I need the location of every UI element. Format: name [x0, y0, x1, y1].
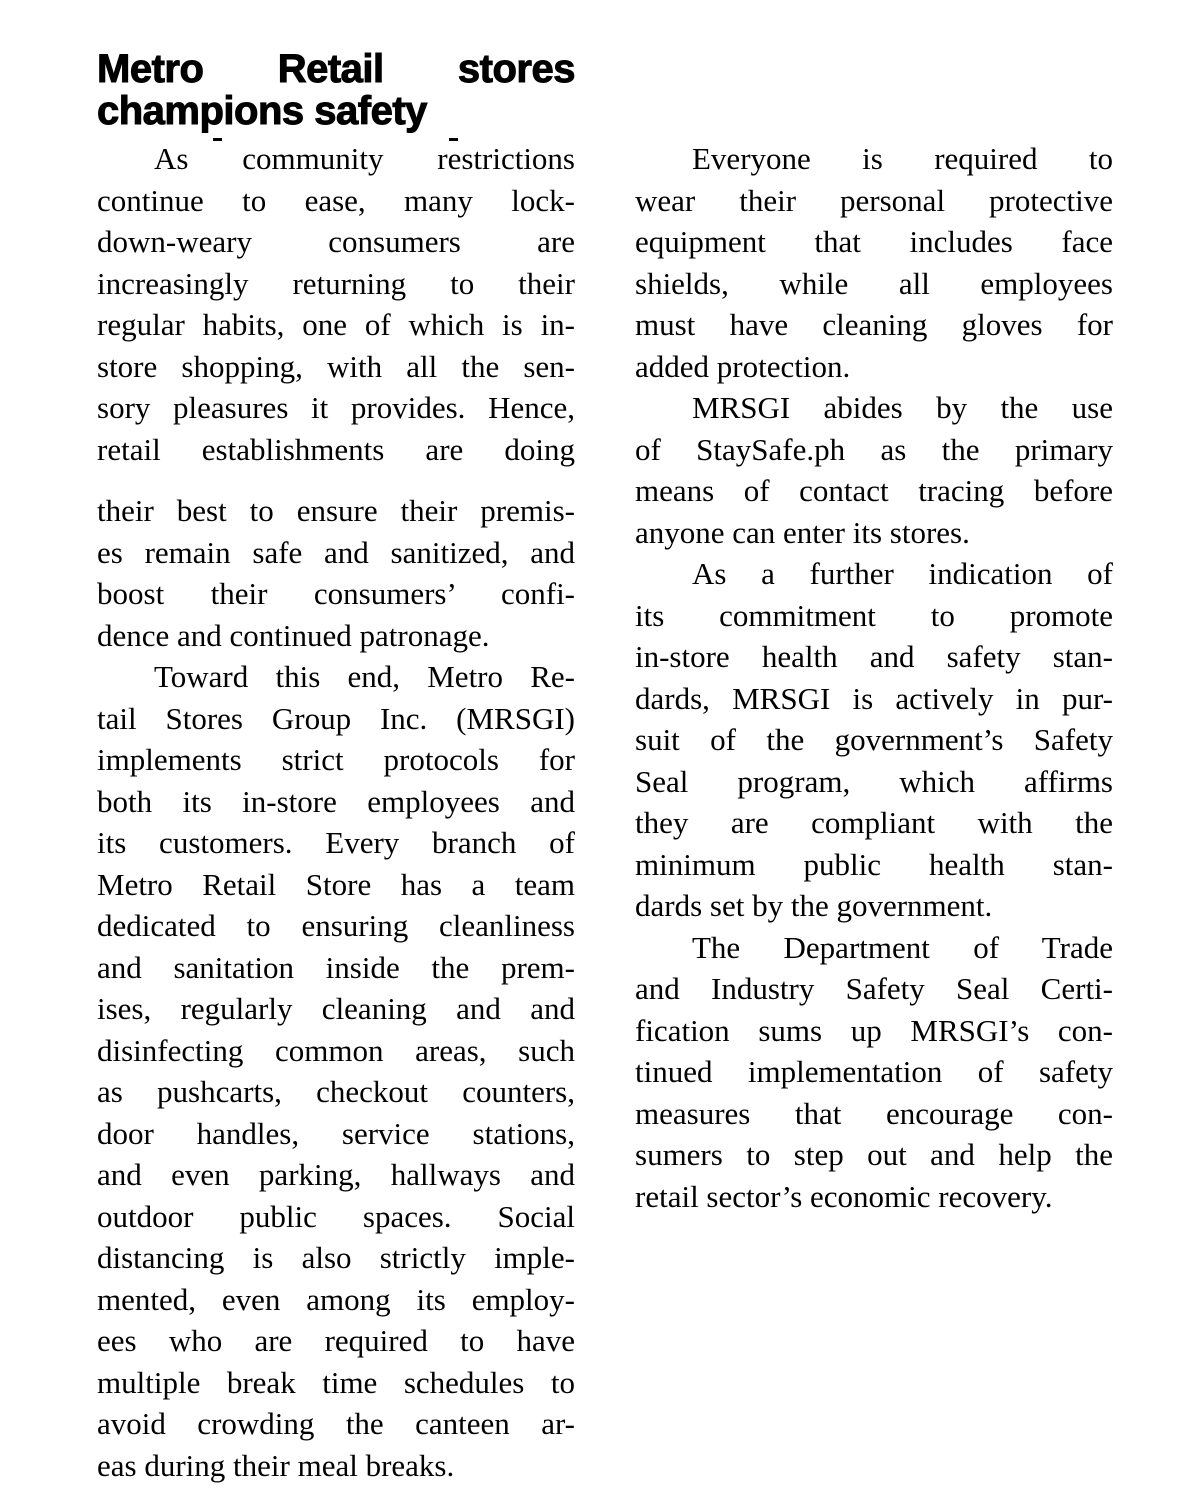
- text-line: implements strict protocols for: [97, 742, 575, 777]
- text-column-right: [635, 138, 1113, 1217]
- text-line: retail sector’s economic recovery.: [635, 1178, 1053, 1214]
- text-line: boost their consumers’ confi-: [97, 576, 575, 611]
- text-line: both its in-store employees and: [97, 783, 575, 819]
- text-line: anyone can enter its stores.: [635, 514, 970, 550]
- text-line: regular habits, one of which is in-: [97, 307, 575, 342]
- text-line: door handles, service stations,: [97, 1115, 575, 1151]
- text-line: As a further indication of: [692, 556, 1113, 591]
- text-line: must have cleaning gloves for: [635, 307, 1113, 342]
- paragraph: [635, 553, 1113, 927]
- paragraph: [97, 490, 575, 656]
- text-line: dence and continued patronage.: [97, 617, 490, 653]
- text-line: and Industry Safety Seal Certi-: [635, 971, 1113, 1006]
- text-line: sumers to step out and help the: [635, 1137, 1113, 1172]
- text-line: es remain safe and sanitized, and: [97, 534, 575, 570]
- paragraph: [635, 927, 1113, 1218]
- text-line: their best to ensure their premis-: [97, 493, 575, 528]
- text-line: avoid crowding the canteen ar-: [97, 1406, 575, 1441]
- text-line: distancing is also strictly imple-: [97, 1240, 575, 1275]
- text-line: equipment that includes face: [635, 224, 1113, 259]
- text-line: outdoor public spaces. Social: [97, 1198, 575, 1234]
- article-title-line-2: champions safety: [97, 89, 427, 133]
- text-line: As community restrictions: [154, 141, 575, 176]
- text-line: shields, while all employees: [635, 265, 1113, 301]
- text-line: The Department of Trade: [692, 929, 1113, 965]
- text-line: dedicated to ensuring cleanliness: [97, 908, 575, 943]
- text-line: wear their personal protective: [635, 182, 1113, 218]
- text-line: of StaySafe.ph as the primary: [635, 431, 1113, 467]
- text-line: sory pleasures it provides. Hence,: [97, 390, 575, 425]
- text-line: down-weary consumers are: [97, 224, 575, 259]
- paragraph: [97, 656, 575, 1486]
- text-line: continue to ease, many lock-: [97, 182, 575, 218]
- text-line: Toward this end, Metro Re-: [154, 659, 575, 694]
- paragraph: [635, 138, 1113, 387]
- text-line: MRSGI abides by the use: [692, 390, 1113, 425]
- text-line: multiple break time schedules to: [97, 1364, 575, 1400]
- text-line: ees who are required to have: [97, 1323, 575, 1358]
- text-line: as pushcarts, checkout counters,: [97, 1074, 575, 1109]
- text-line: increasingly returning to their: [97, 265, 575, 301]
- text-line: and even parking, hallways and: [97, 1157, 575, 1192]
- article-title-line-1: Metro Retail stores: [97, 47, 575, 91]
- text-line: dards set by the government.: [635, 888, 993, 923]
- text-line: suit of the government’s Safety: [635, 722, 1113, 757]
- text-line: dards, MRSGI is actively in pur-: [635, 680, 1113, 716]
- text-line: retail establishments are doing: [97, 431, 575, 467]
- text-line: in-store health and safety stan-: [635, 639, 1113, 674]
- text-line: mented, even among its employ-: [97, 1281, 575, 1317]
- text-line: its commitment to promote: [635, 597, 1113, 633]
- text-line: added protection.: [635, 348, 851, 384]
- text-line: measures that encourage con-: [635, 1095, 1113, 1131]
- text-line: eas during their meal breaks.: [97, 1447, 455, 1483]
- text-line: ises, regularly cleaning and and: [97, 991, 575, 1026]
- text-line: and sanitation inside the prem-: [97, 949, 575, 985]
- text-line: fication sums up MRSGI’s con-: [635, 1012, 1113, 1048]
- text-column-left: [97, 138, 575, 1486]
- text-line: its customers. Every branch of: [97, 825, 575, 860]
- text-line: disinfecting common areas, such: [97, 1032, 575, 1068]
- text-line: Metro Retail Store has a team: [97, 866, 575, 902]
- text-line: tinued implementation of safety: [635, 1054, 1113, 1089]
- text-line: they are compliant with the: [635, 805, 1113, 840]
- text-line: Everyone is required to: [692, 141, 1113, 176]
- paragraph: [635, 387, 1113, 553]
- paragraph: [97, 138, 575, 470]
- text-line: Seal program, which affirms: [635, 763, 1113, 799]
- article-title: [97, 48, 575, 132]
- text-line: store shopping, with all the sen-: [97, 348, 575, 384]
- text-line: means of contact tracing before: [635, 473, 1113, 508]
- text-line: tail Stores Group Inc. (MRSGI): [97, 700, 575, 736]
- text-line: minimum public health stan-: [635, 846, 1113, 882]
